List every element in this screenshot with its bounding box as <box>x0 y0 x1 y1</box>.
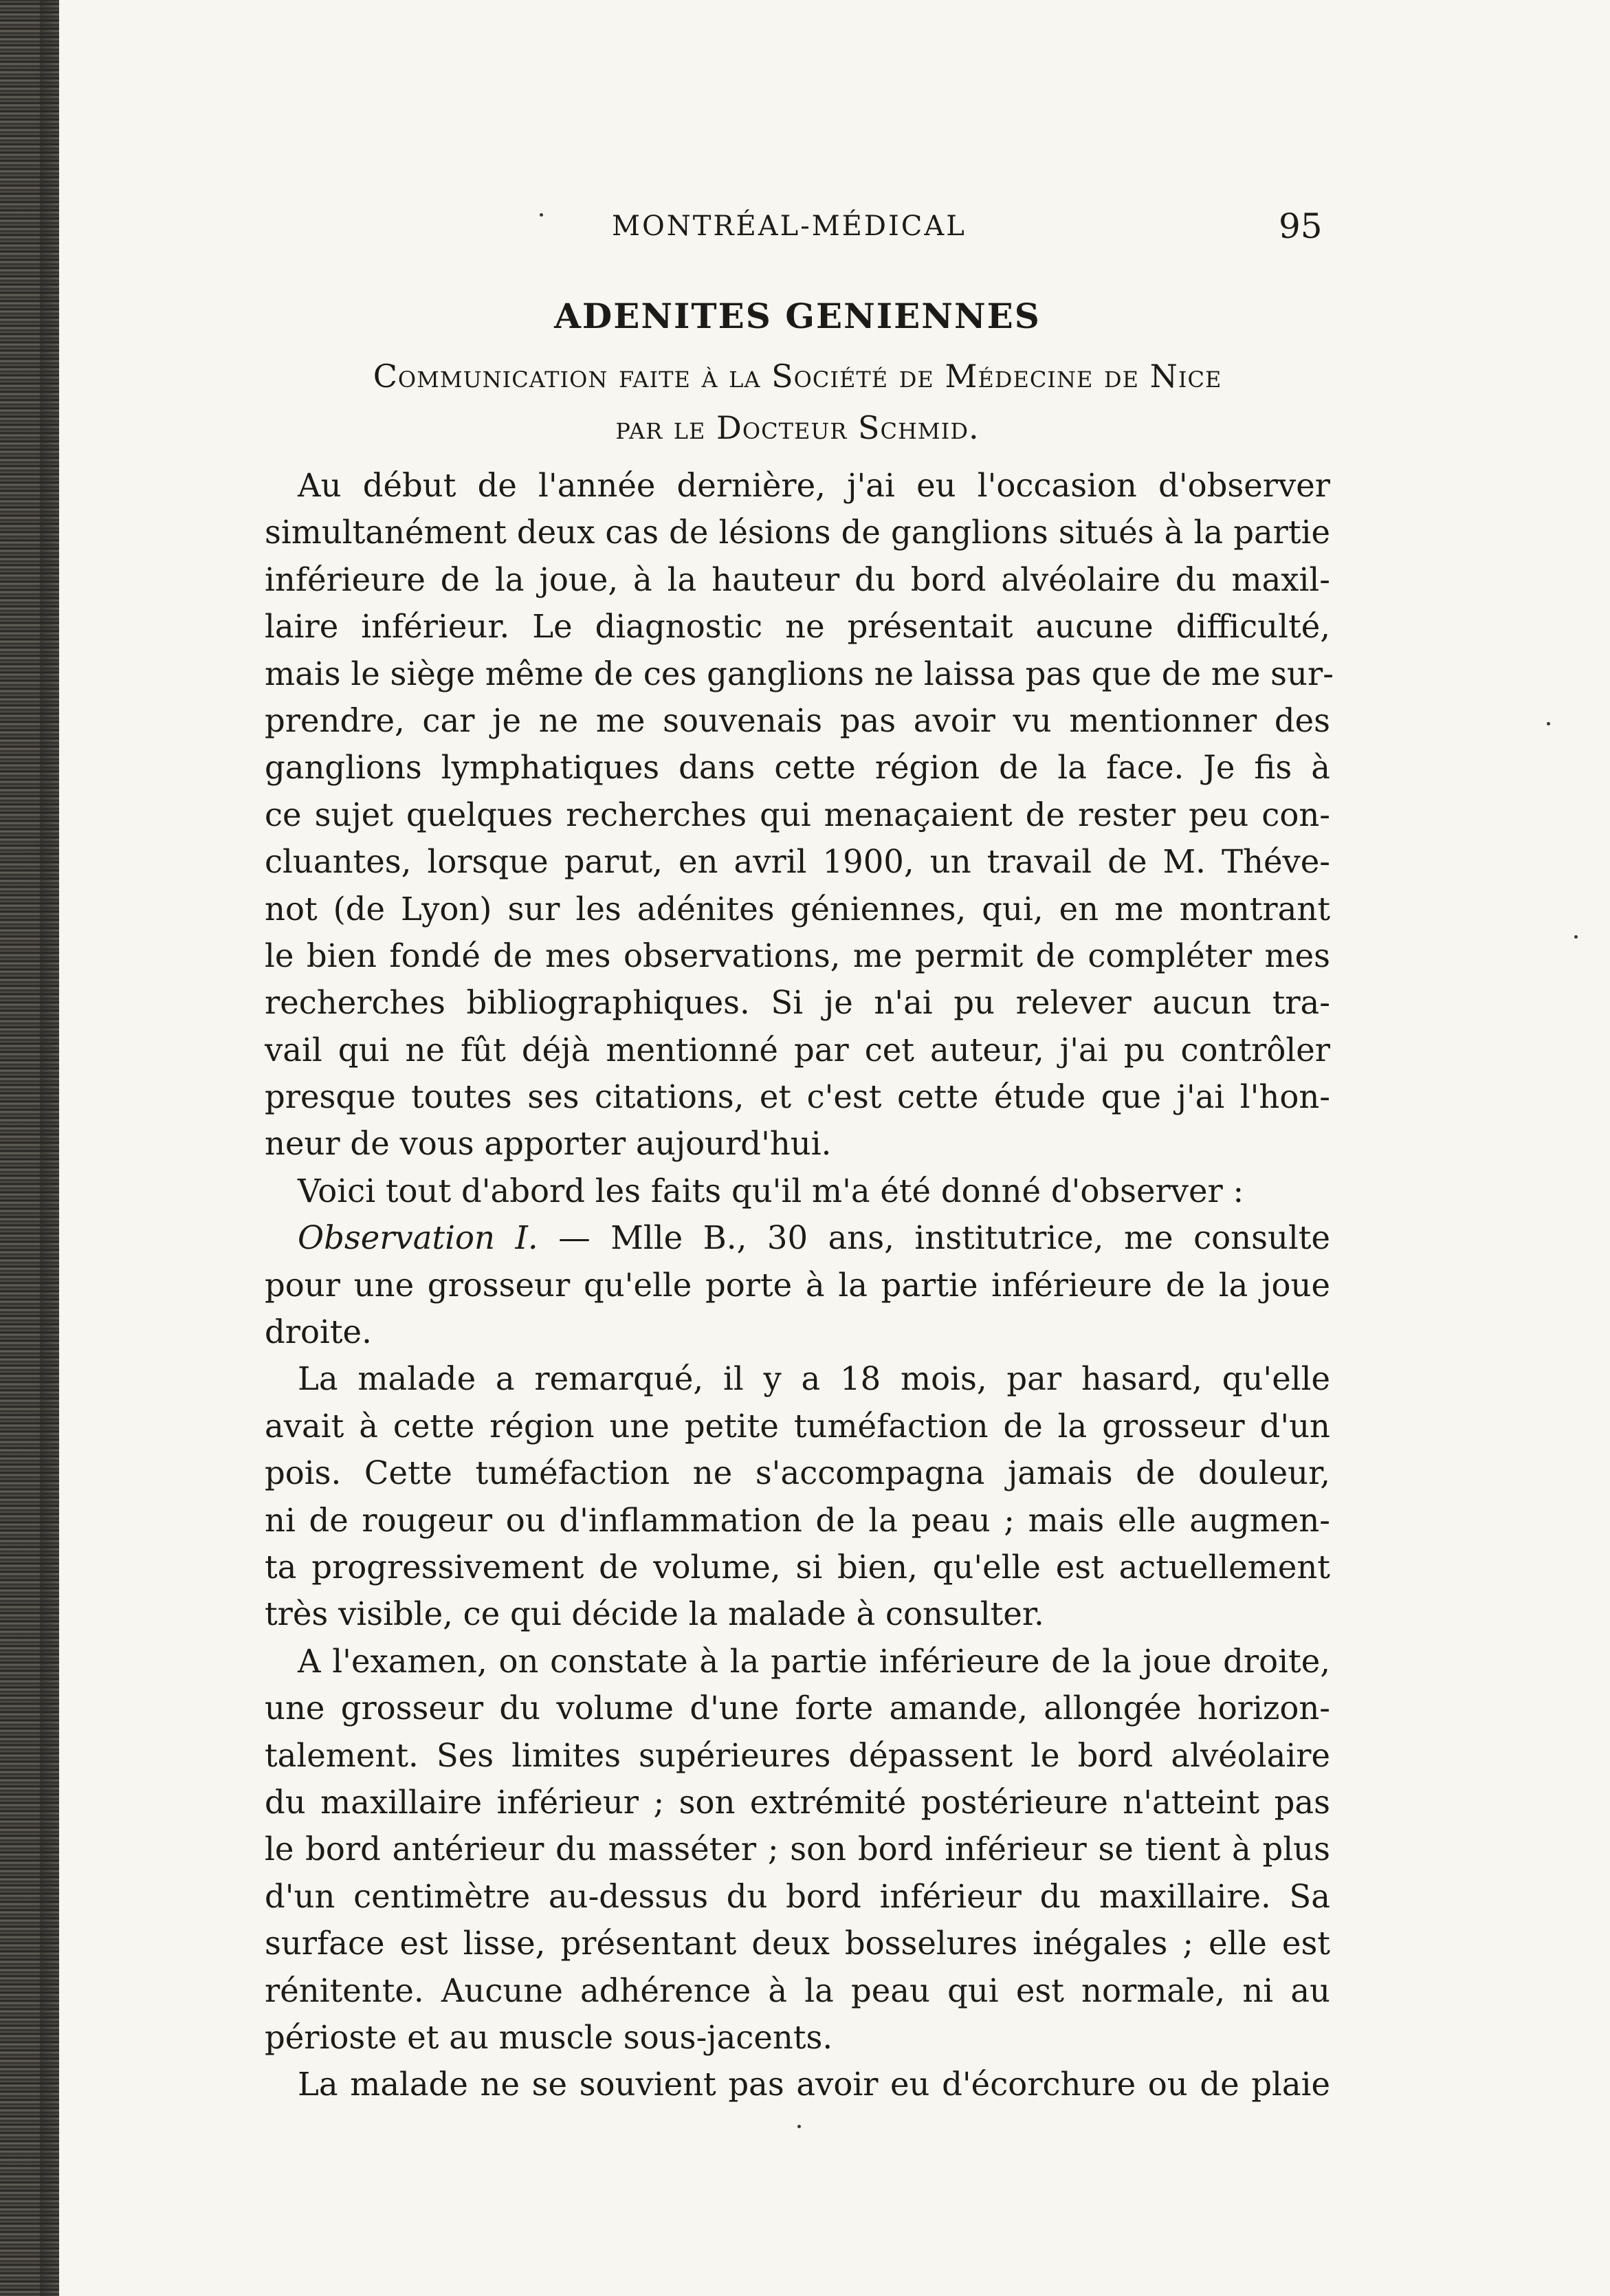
text-line: périoste et au muscle sous-jacents. <box>265 2018 833 2056</box>
text-line: ni de rougeur ou d'inflammation de la peau ; mais elle augmen- <box>265 1501 1330 1539</box>
text-line: cluantes, lorsque parut, en avril 1900, un travail de M. Théve- <box>265 843 1330 881</box>
text-line: rénitente. Aucune adhérence à la peau qui est normale, ni au <box>265 1971 1330 2009</box>
text-line: pour une grosseur qu'elle porte à la partie inférieure de la joue <box>265 1266 1330 1304</box>
text-line: La malade a remarqué, il y a 18 mois, par hasard, qu'elle <box>298 1360 1330 1398</box>
text-line: Au début de l'année dernière, j'ai eu l'occasion d'observer <box>298 467 1330 504</box>
text-line: inférieure de la joue, à la hauteur du bord alvéolaire du maxil- <box>265 560 1330 598</box>
text-line: le bord antérieur du masséter ; son bord inférieur se tient à plus <box>265 1830 1330 1868</box>
text-line: vail qui ne fût déjà mentionné par cet auteur, j'ai pu contrôler <box>265 1031 1330 1069</box>
article-body <box>265 462 1334 2108</box>
text-line: mais le siège même de ces ganglions ne laissa pas que de me sur- <box>265 655 1334 692</box>
text-line: très visible, ce qui décide la malade à consulter. <box>265 1595 1044 1633</box>
running-head <box>261 206 1334 248</box>
text-line: prendre, car je ne me souvenais pas avoir vu mentionner des <box>265 701 1330 739</box>
text-line: A l'examen, on constate à la partie inférieure de la joue droite, <box>298 1642 1330 1680</box>
scan-speck <box>1547 722 1550 725</box>
text-line: le bien fondé de mes observations, me permit de compléter mes <box>265 937 1330 974</box>
text-line: La malade ne se souvient pas avoir eu d'écorchure ou de plaie <box>298 2066 1330 2103</box>
scan-speck <box>1574 935 1578 939</box>
article-subtitle-line1: Communication faite à la Société de Médecine de Nice <box>373 358 1222 395</box>
text-line: d'un centimètre au-dessus du bord inférieur du maxillaire. Sa <box>265 1877 1330 1915</box>
article-subtitle-line2: par le Docteur Schmid. <box>615 409 980 446</box>
observation-line <box>265 1214 1330 1261</box>
text-line: neur de vous apporter aujourd'hui. <box>265 1125 832 1163</box>
text-line: talement. Ses limites supérieures dépassent le bord alvéolaire <box>265 1736 1330 1774</box>
text-line: surface est lisse, présentant deux bosselures inégales ; elle est <box>265 1925 1330 1962</box>
text-line: simultanément deux cas de lésions de ganglions situés à la partie <box>265 514 1330 551</box>
page-number: 95 <box>1279 206 1323 246</box>
binding-edge <box>0 0 59 2296</box>
text-line: ta progressivement de volume, si bien, qu'elle est actuellement <box>265 1548 1330 1586</box>
text-line: recherches bibliographiques. Si je n'ai pu relever aucun tra- <box>265 984 1330 1022</box>
running-title: MONTRÉAL-MÉDICAL <box>612 210 967 242</box>
observation-text: — Mlle B., 30 ans, institutrice, me consulte <box>538 1219 1330 1257</box>
observation-label: Observation I. <box>298 1219 538 1257</box>
text-line: une grosseur du volume d'une forte amande, allongée horizon- <box>265 1690 1330 1727</box>
text-line: Voici tout d'abord les faits qu'il m'a été donné d'observer : <box>298 1172 1244 1210</box>
scan-speck <box>797 2125 801 2128</box>
text-line: not (de Lyon) sur les adénites géniennes, qui, en me montrant <box>265 890 1330 928</box>
text-line: avait à cette région une petite tuméfaction de la grosseur d'un <box>265 1407 1330 1445</box>
article-title: ADENITES GENIENNES <box>554 296 1041 336</box>
text-line: ganglions lymphatiques dans cette région de la face. Je fis à <box>265 749 1330 787</box>
scan-speck <box>540 213 543 217</box>
text-line: laire inférieur. Le diagnostic ne présentait aucune difficulté, <box>265 608 1330 646</box>
text-line: du maxillaire inférieur ; son extrémité postérieure n'atteint pas <box>265 1783 1330 1821</box>
text-line: pois. Cette tuméfaction ne s'accompagna jamais de douleur, <box>265 1454 1330 1492</box>
text-line: ce sujet quelques recherches qui menaçaient de rester peu con- <box>265 796 1330 833</box>
text-line: presque toutes ses citations, et c'est cette étude que j'ai l'hon- <box>265 1078 1330 1116</box>
text-line: droite. <box>265 1313 372 1351</box>
